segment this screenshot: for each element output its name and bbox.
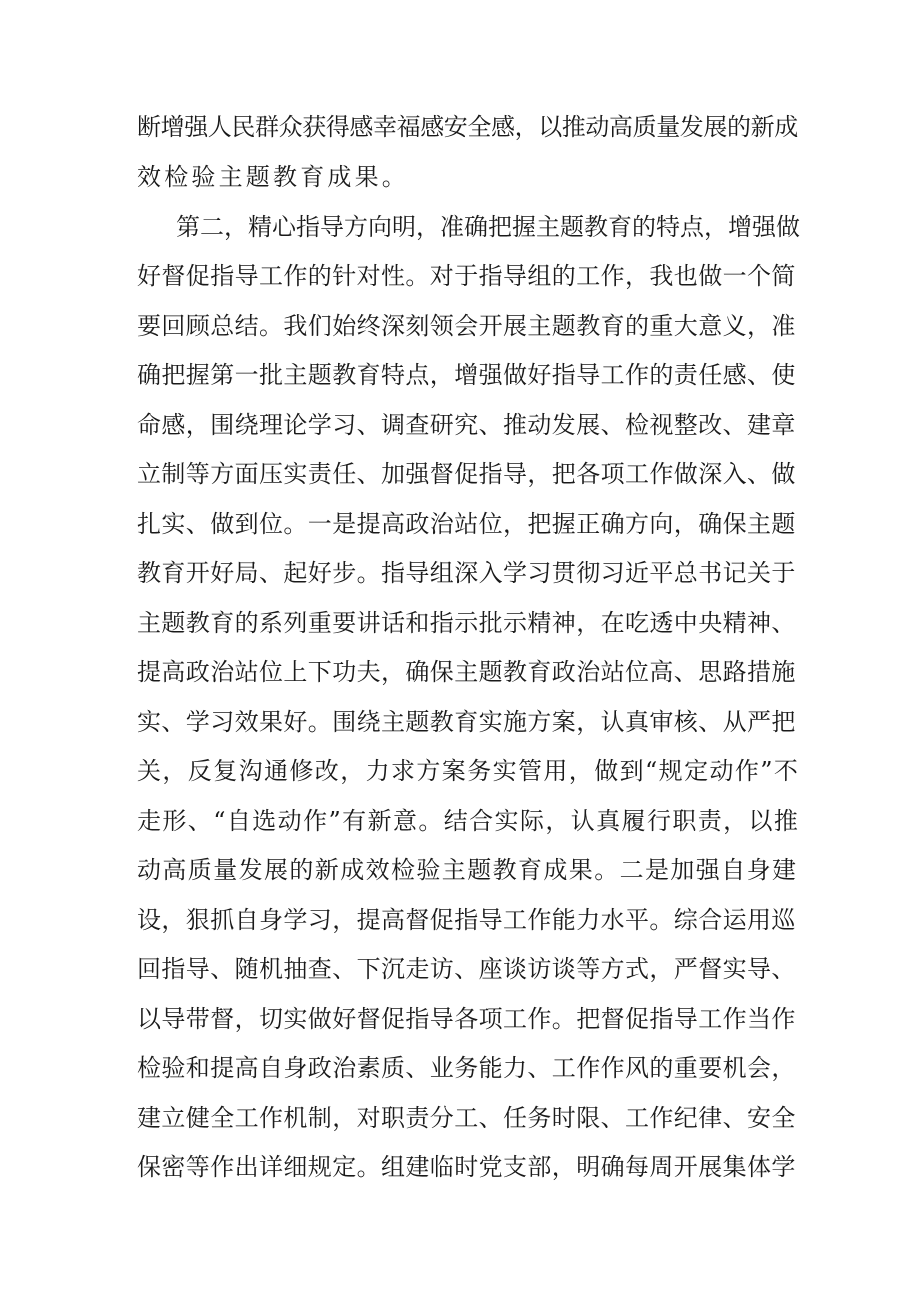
text-line-1: 断增强人民群众获得感幸福感安全感，以推动高质量发展的新成 xyxy=(137,113,798,141)
text-line-6: 确把握第一批主题教育特点，增强做好指导工作的责任感、使 xyxy=(137,361,796,389)
text-line-22: 保密等作出详细规定。组建临时党支部，明确每周开展集体学 xyxy=(137,1153,796,1181)
text-line-20: 检验和提高自身政治素质、业务能力、工作作风的重要机会， xyxy=(137,1054,796,1082)
text-line-7: 命感，围绕理论学习、调查研究、推动发展、检视整改、建章 xyxy=(137,411,796,439)
text-line-19: 以导带督，切实做好督促指导各项工作。把督促指导工作当作 xyxy=(137,1005,796,1033)
text-line-10: 教育开好局、起好步。指导组深入学习贯彻习近平总书记关于 xyxy=(137,559,796,587)
paragraph-start-line: 第二，精心指导方向明，准确把握主题教育的特点，增强做 xyxy=(176,213,800,241)
text-line-11: 主题教育的系列重要讲话和指示批示精神，在吃透中央精神、 xyxy=(137,609,796,637)
text-line-9: 扎实、做到位。一是提高政治站位，把握正确方向，确保主题 xyxy=(137,510,796,538)
text-line-21: 建立健全工作机制，对职责分工、任务时限、工作纪律、安全 xyxy=(137,1104,796,1132)
text-line-15: 走形、“自选动作”有新意。结合实际，认真履行职责，以推 xyxy=(137,807,800,835)
text-line-13: 实、学习效果好。围绕主题教育实施方案，认真审核、从严把 xyxy=(137,708,796,736)
text-line-18: 回指导、随机抽查、下沉走访、座谈访谈等方式，严督实导、 xyxy=(137,955,796,983)
text-line-17: 设，狠抓自身学习，提高督促指导工作能力水平。综合运用巡 xyxy=(137,906,796,934)
text-line-8: 立制等方面压实责任、加强督促指导，把各项工作做深入、做 xyxy=(137,460,796,488)
text-line-4: 好督促指导工作的针对性。对于指导组的工作，我也做一个简 xyxy=(137,262,796,290)
text-line-5: 要回顾总结。我们始终深刻领会开展主题教育的重大意义，准 xyxy=(137,312,796,340)
text-line-16: 动高质量发展的新成效检验主题教育成果。二是加强自身建 xyxy=(137,856,798,884)
text-line-12: 提高政治站位上下功夫，确保主题教育政治站位高、思路措施 xyxy=(137,658,796,686)
text-line-2: 效检验主题教育成果。 xyxy=(137,163,409,191)
text-line-14: 关，反复沟通修改，力求方案务实管用，做到“规定动作”不 xyxy=(137,757,800,785)
